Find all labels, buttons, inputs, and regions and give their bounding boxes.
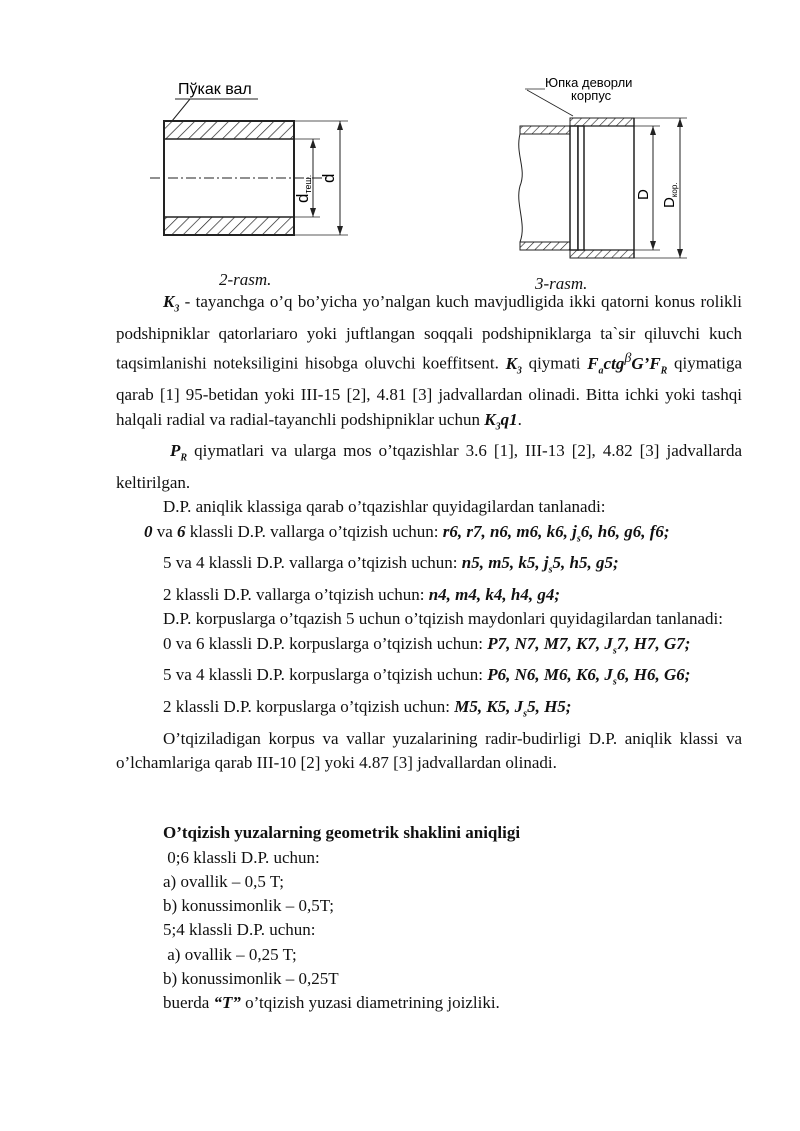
paragraph-class06-housing: 0 va 6 klassli D.P. korpuslarga o’tqizish uchun: P7, N7, M7, K7, $J_s7$, H7, G7;	[163, 633, 691, 656]
paragraph-k3: $K_3$ - tayanchga o’q bo’yicha yo’nalgan kuch mavjudligida ikki qatorni konus rolikli podshipniklar qatorlariaro yoki juftlangan soqqali podshipniklarga ta`sir qiluvchi kuch taqsimlanishi noteksiligini hisobga oluvchi koeffitsent. $K_3$ qiymati $F_actg^\beta G’F_R$ qiymatiga qarab [1] 95-betidan yoki III-15 [2], 4.81 [3] jadvallardan olinadi. Bitta ichki yoki tashqi halqali radial va radial-tayanchli podshipniklar uchun $K_3q1$.	[116, 292, 743, 433]
fig2-dim-outer: d	[319, 173, 338, 183]
list-line-7: buerda “T” o’tqizish yuzasi diametrining joizliki.	[163, 993, 500, 1013]
fig3-caption: 3-rasm.	[535, 274, 588, 293]
fig3-label-line1: Юпка деворли	[545, 75, 633, 90]
paragraph-selection: D.P. aniqlik klassiga qarab o’tqazishlar quyidagilardan tanlanadi:	[163, 497, 606, 517]
fig2-label: Пўкак вал	[178, 81, 252, 98]
paragraph-housing-intro: D.P. korpuslarga o’tqazish 5 uchun o’tqizish maydonlari quyidagilardan tanlanadi:	[163, 609, 723, 629]
paragraph-roughness: O’tqiziladigan korpus va vallar yuzalarining radir-budirligi D.P. aniqlik klassi va o’lchamlariga qarab III-10 [2] yoki 4.87 [3] jadvallardan olinadi.	[116, 728, 742, 772]
list-line-4: 5;4 klassli D.P. uchun:	[163, 920, 316, 940]
fig3-dim-outer: $D_{кор.}$	[661, 182, 679, 208]
paragraph-pr: $P_R$ qiymatlari va ularga mos o’tqazishlar 3.6 [1], III-13 [2], 4.82 [3] jadvallarda keltirilgan.	[116, 441, 742, 492]
list-line-6: b) konussimonlik – 0,25T	[163, 969, 339, 988]
list-line-5: a) ovallik – 0,25 T;	[163, 944, 297, 964]
paragraph-class54-housing: 5 va 4 klassli D.P. korpuslarga o’tqizish uchun: P6, N6, M6, K6, $J_s6$, H6, G6;	[163, 665, 691, 688]
list-line-3: b) konussimonlik – 0,5T;	[163, 896, 334, 916]
section-heading: O’tqizish yuzalarning geometrik shaklini aniqligi	[163, 823, 521, 843]
fig3-dim-inner: D	[635, 189, 652, 200]
fig2-dim-inner: dтеш.	[293, 174, 313, 203]
paragraph-class2-shaft: 2 klassli D.P. vallarga o’tqizish uchun: n4, m4, k4, h4, g4;	[163, 584, 560, 604]
paragraph-class06-shaft: 0 va 6 klassli D.P. vallarga o’tqizish uchun: r6, r7, n6, m6, k6, $j_s6$, h6, g6, f6;	[144, 521, 670, 544]
list-line-2: a) ovallik – 0,5 T;	[163, 871, 285, 891]
paragraph-class54-shaft: 5 va 4 klassli D.P. vallarga o’tqizish uchun: n5, m5, k5, $j_s5$, h5, g5;	[163, 553, 619, 576]
figure-thin-housing	[515, 74, 705, 266]
list-line-1: 0;6 klassli D.P. uchun:	[163, 847, 320, 867]
paragraph-class2-housing: 2 klassli D.P. korpuslarga o’tqizish uchun: M5, K5, $J_s5$, H5;	[163, 696, 572, 720]
figure-hollow-shaft	[150, 75, 365, 260]
fig3-label-line2: корпус	[571, 88, 612, 103]
fig2-caption: 2-rasm.	[219, 270, 272, 289]
body-text	[116, 290, 742, 1016]
